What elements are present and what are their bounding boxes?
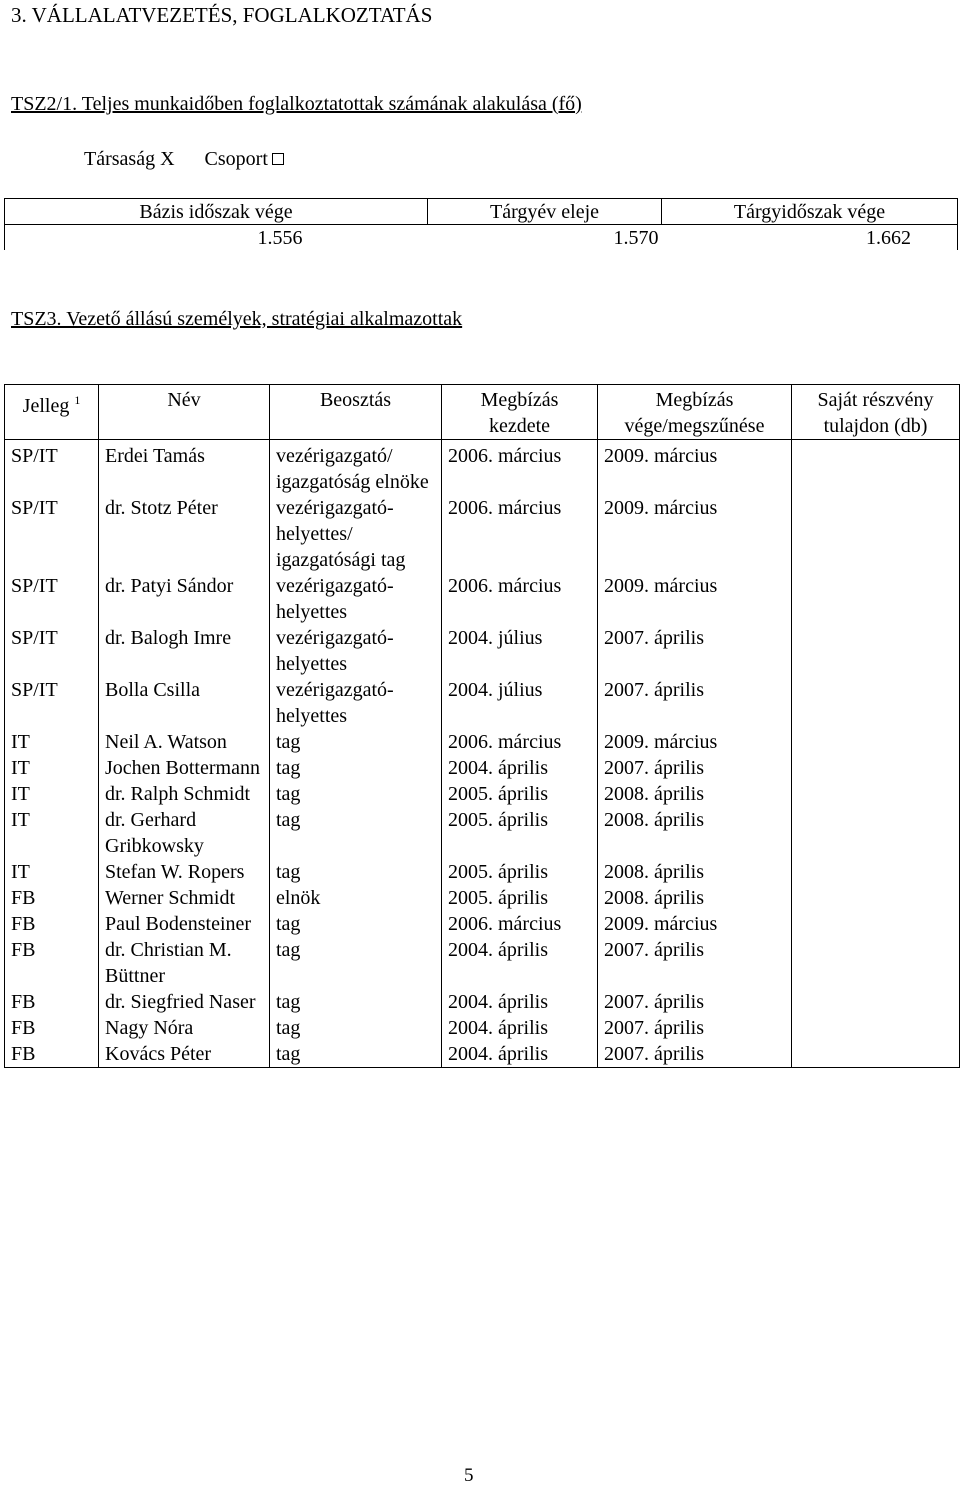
cell-nev: Kovács Péter xyxy=(99,1041,270,1068)
cell-kezdete: 2005. április xyxy=(442,859,598,885)
col-header-beosztas: Beosztás xyxy=(270,385,442,440)
cell-kezdete: 2005. április xyxy=(442,807,598,859)
cell-kezdete: 2004. április xyxy=(442,989,598,1015)
cell-vege: 2007. április xyxy=(598,677,792,729)
cell-kezdete: 2004. július xyxy=(442,677,598,729)
cell-vege: 2008. április xyxy=(598,807,792,859)
cell-nev: dr. Siegfried Naser xyxy=(99,989,270,1015)
cell-nev: Erdei Tamás xyxy=(99,440,270,496)
cell-beosztas: tag xyxy=(270,755,442,781)
col-header-vege: Megbízás vége/megszűnése xyxy=(598,385,792,440)
cell-jelleg: SP/IT xyxy=(5,625,99,677)
cell-beosztas: vezérigazgató-helyettes xyxy=(270,625,442,677)
table-row xyxy=(5,859,960,885)
table-row xyxy=(5,495,960,573)
cell-beosztas: tag xyxy=(270,989,442,1015)
cell-jelleg: IT xyxy=(5,781,99,807)
cell-beosztas: tag xyxy=(270,807,442,859)
cell-nev: Bolla Csilla xyxy=(99,677,270,729)
footnote-marker: 1 xyxy=(74,393,81,407)
value-base-period-end: 1.556 xyxy=(5,225,428,251)
cell-jelleg: IT xyxy=(5,729,99,755)
cell-reszveny xyxy=(792,1041,960,1068)
table-row xyxy=(5,937,960,989)
cell-nev: Jochen Bottermann xyxy=(99,755,270,781)
cell-nev: dr. Gerhard Gribkowsky xyxy=(99,807,270,859)
cell-vege: 2008. április xyxy=(598,859,792,885)
cell-jelleg: FB xyxy=(5,1015,99,1041)
header-year-start: Tárgyév eleje xyxy=(428,199,662,225)
cell-nev: Neil A. Watson xyxy=(99,729,270,755)
cell-kezdete: 2004. április xyxy=(442,937,598,989)
cell-reszveny xyxy=(792,807,960,859)
cell-nev: Nagy Nóra xyxy=(99,1015,270,1041)
cell-nev: dr. Stotz Péter xyxy=(99,495,270,573)
cell-kezdete: 2006. március xyxy=(442,911,598,937)
cell-vege: 2007. április xyxy=(598,989,792,1015)
cell-beosztas: tag xyxy=(270,781,442,807)
cell-reszveny xyxy=(792,729,960,755)
cell-jelleg: SP/IT xyxy=(5,677,99,729)
cell-nev: dr. Christian M. Büttner xyxy=(99,937,270,989)
table-row xyxy=(5,1041,960,1068)
cell-beosztas: vezérigazgató-helyettes/ igazgatósági tag xyxy=(270,495,442,573)
cell-beosztas: tag xyxy=(270,729,442,755)
cell-kezdete: 2006. március xyxy=(442,440,598,496)
cell-vege: 2009. március xyxy=(598,573,792,625)
cell-beosztas: elnök xyxy=(270,885,442,911)
cell-vege: 2007. április xyxy=(598,755,792,781)
cell-jelleg: SP/IT xyxy=(5,495,99,573)
cell-reszveny xyxy=(792,755,960,781)
cell-kezdete: 2006. március xyxy=(442,495,598,573)
cell-vege: 2007. április xyxy=(598,1041,792,1068)
executives-table xyxy=(4,384,960,1068)
cell-kezdete: 2004. július xyxy=(442,625,598,677)
table-row xyxy=(5,989,960,1015)
cell-reszveny xyxy=(792,440,960,496)
cell-vege: 2007. április xyxy=(598,625,792,677)
col-header-nev: Név xyxy=(99,385,270,440)
cell-jelleg: IT xyxy=(5,859,99,885)
cell-kezdete: 2005. április xyxy=(442,781,598,807)
table-row xyxy=(5,573,960,625)
cell-vege: 2009. március xyxy=(598,440,792,496)
cell-jelleg: FB xyxy=(5,885,99,911)
cell-reszveny xyxy=(792,911,960,937)
cell-beosztas: tag xyxy=(270,859,442,885)
cell-reszveny xyxy=(792,495,960,573)
cell-beosztas: tag xyxy=(270,937,442,989)
table-row xyxy=(5,807,960,859)
table-row xyxy=(5,1015,960,1041)
page-number: 5 xyxy=(464,1465,474,1486)
table-row xyxy=(5,911,960,937)
table-row xyxy=(5,885,960,911)
value-period-end: 1.662 xyxy=(662,225,958,251)
company-label: Társaság X xyxy=(84,148,175,170)
cell-jelleg: FB xyxy=(5,1041,99,1068)
cell-beosztas: vezérigazgató-helyettes xyxy=(270,573,442,625)
table-row xyxy=(5,625,960,677)
cell-jelleg: IT xyxy=(5,755,99,781)
cell-vege: 2007. április xyxy=(598,937,792,989)
cell-beosztas: tag xyxy=(270,911,442,937)
header-base-period-end: Bázis időszak vége xyxy=(5,199,428,225)
cell-jelleg: FB xyxy=(5,911,99,937)
table-row xyxy=(5,729,960,755)
cell-jelleg: SP/IT xyxy=(5,573,99,625)
cell-reszveny xyxy=(792,677,960,729)
cell-jelleg: IT xyxy=(5,807,99,859)
cell-reszveny xyxy=(792,781,960,807)
table-row xyxy=(5,755,960,781)
cell-nev: Werner Schmidt xyxy=(99,885,270,911)
table-row xyxy=(5,677,960,729)
cell-beosztas: tag xyxy=(270,1015,442,1041)
col-header-jelleg: Jelleg $^1$ xyxy=(5,385,99,440)
cell-nev: Paul Bodensteiner xyxy=(99,911,270,937)
group-label: Csoport xyxy=(204,148,268,170)
chapter-title: 3. VÁLLALATVEZETÉS, FOGLALKOZTATÁS xyxy=(11,3,433,27)
cell-vege: 2009. március xyxy=(598,911,792,937)
cell-vege: 2009. március xyxy=(598,729,792,755)
cell-reszveny xyxy=(792,625,960,677)
cell-nev: dr. Patyi Sándor xyxy=(99,573,270,625)
group-checkbox-icon xyxy=(272,153,284,165)
headcount-table xyxy=(4,198,958,250)
entity-selector xyxy=(84,148,284,171)
headcount-header-row xyxy=(5,199,958,225)
cell-nev: dr. Ralph Schmidt xyxy=(99,781,270,807)
cell-kezdete: 2006. március xyxy=(442,729,598,755)
cell-beosztas: vezérigazgató-helyettes xyxy=(270,677,442,729)
cell-reszveny xyxy=(792,989,960,1015)
table-row xyxy=(5,781,960,807)
value-year-start: 1.570 xyxy=(613,226,659,249)
cell-vege: 2009. március xyxy=(598,495,792,573)
cell-nev: Stefan W. Ropers xyxy=(99,859,270,885)
cell-reszveny xyxy=(792,859,960,885)
cell-kezdete: 2004. április xyxy=(442,1015,598,1041)
col-header-reszveny: Saját részvény tulajdon (db) xyxy=(792,385,960,440)
tsz3-title: TSZ3. Vezető állású személyek, stratégiai alkalmazottak xyxy=(11,308,463,330)
cell-jelleg: FB xyxy=(5,989,99,1015)
cell-reszveny xyxy=(792,937,960,989)
cell-jelleg: FB xyxy=(5,937,99,989)
cell-jelleg: SP/IT xyxy=(5,440,99,496)
header-period-end: Tárgyidőszak vége xyxy=(662,199,958,225)
cell-vege: 2007. április xyxy=(598,1015,792,1041)
cell-nev: dr. Balogh Imre xyxy=(99,625,270,677)
cell-beosztas: vezérigazgató/ igazgatóság elnöke xyxy=(270,440,442,496)
tsz21-title: TSZ2/1. Teljes munkaidőben foglalkoztatottak számának alakulása (fő) xyxy=(11,93,582,115)
cell-kezdete: 2006. március xyxy=(442,573,598,625)
executives-header-row xyxy=(5,385,960,440)
cell-kezdete: 2004. április xyxy=(442,755,598,781)
headcount-values-row xyxy=(5,225,958,251)
cell-reszveny xyxy=(792,1015,960,1041)
cell-kezdete: 2004. április xyxy=(442,1041,598,1068)
cell-vege: 2008. április xyxy=(598,781,792,807)
cell-kezdete: 2005. április xyxy=(442,885,598,911)
cell-beosztas: tag xyxy=(270,1041,442,1068)
table-row xyxy=(5,440,960,496)
col-header-kezdete: Megbízás kezdete xyxy=(442,385,598,440)
cell-reszveny xyxy=(792,573,960,625)
cell-vege: 2008. április xyxy=(598,885,792,911)
cell-reszveny xyxy=(792,885,960,911)
